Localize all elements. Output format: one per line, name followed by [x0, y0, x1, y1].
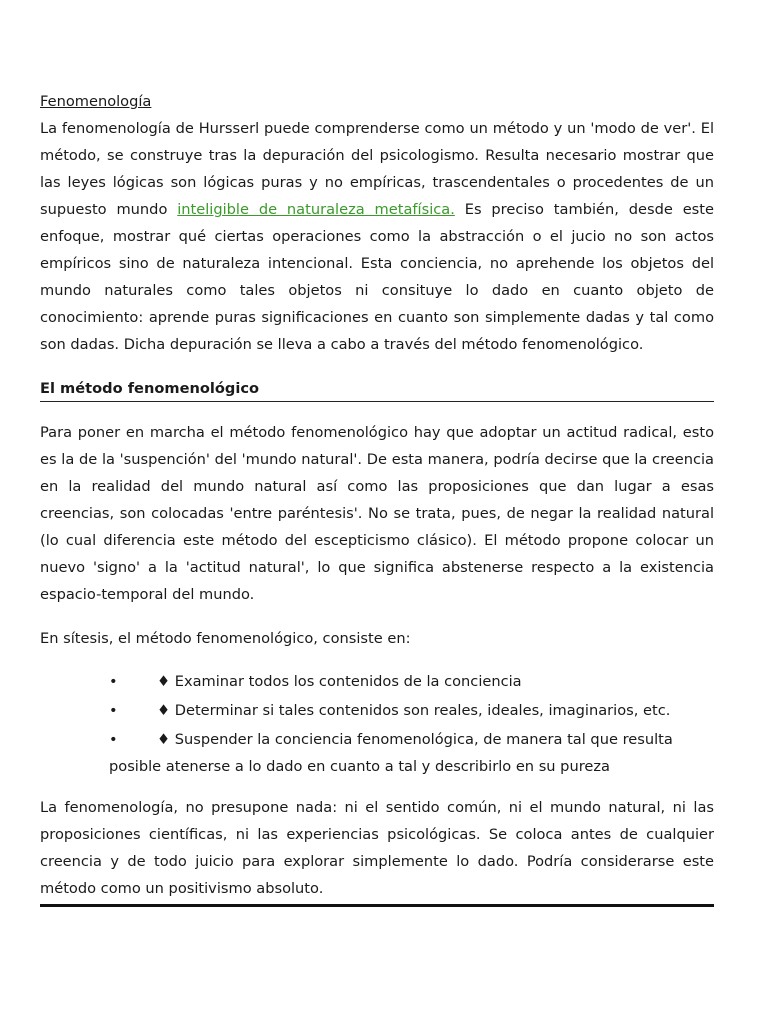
conclusion-paragraph: La fenomenología, no presupone nada: ni el sentido común, ni el mundo natural, ni las proposiciones científicas, ni las experiencias psicológicas. Se coloca antes de cualquier creencia y de todo juicio para explorar simplemente lo dado. Podría considerarse este método como un positivismo absoluto.: [40, 794, 714, 907]
bullet-marker: •: [109, 731, 118, 748]
metaphysics-link[interactable]: inteligible de naturaleza metafísica.: [177, 201, 455, 218]
method-paragraph: Para poner en marcha el método fenomenológico hay que adoptar un actitud radical, esto es la de la 'suspención' del 'mundo natural'. De esta manera, podría decirse que la creencia en la realidad del mundo natural así como las proposiciones que dan lugar a esas creencias, son colocadas 'entre paréntesis'. No se trata, pues, de negar la realidad natural (lo cual diferencia este método del escepticismo clásico). El método propone colocar un nuevo 'signo' a la 'actitud natural', lo que significa abstenerse respecto a la existencia espacio-temporal del mundo.: [40, 424, 714, 603]
section-heading: El método fenomenológico: [40, 376, 714, 402]
page-title: Fenomenología: [40, 93, 152, 110]
list-item-text: ♦ Examinar todos los contenidos de la conciencia: [157, 673, 522, 690]
bullet-marker: •: [109, 702, 118, 719]
intro-text-1: La fenomenología de Hursserl puede comprenderse como un método y un 'modo de ver'. El método, se construye tras la depuración del psicologismo. Resulta necesario mostrar que las leyes lógicas son lógicas puras y no empíricas, trascendentales o procedentes de un supuesto mundo: [40, 120, 714, 218]
list-item-text: ♦ Suspender la conciencia fenomenológica, de manera tal que resulta posible atenerse a lo dado en cuanto a tal y describirlo en su pureza: [109, 731, 673, 775]
document-body: [40, 88, 714, 907]
list-item: [109, 695, 714, 724]
list-item-text: ♦ Determinar si tales contenidos son reales, ideales, imaginarios, etc.: [157, 702, 671, 719]
list-item: [109, 724, 714, 780]
intro-text-2: Es preciso también, desde este enfoque, mostrar qué ciertas operaciones como la abstracción o el jucio no son actos empíricos sino de naturaleza intencional. Esta conciencia, no aprehende los objetos del mundo naturales como tales objetos ni consituye lo dado en cuanto objeto de conocimiento: aprende puras significaciones en cuanto son simplemente dadas y tal como son dadas. Dicha depuración se lleva a cabo a través del método fenomenológico.: [40, 201, 714, 353]
bullet-marker: •: [109, 673, 118, 690]
list-item: [109, 666, 714, 695]
intro-paragraph: [40, 115, 714, 358]
steps-list: [40, 666, 714, 780]
synthesis-paragraph: En sítesis, el método fenomenológico, consiste en:: [40, 630, 411, 647]
